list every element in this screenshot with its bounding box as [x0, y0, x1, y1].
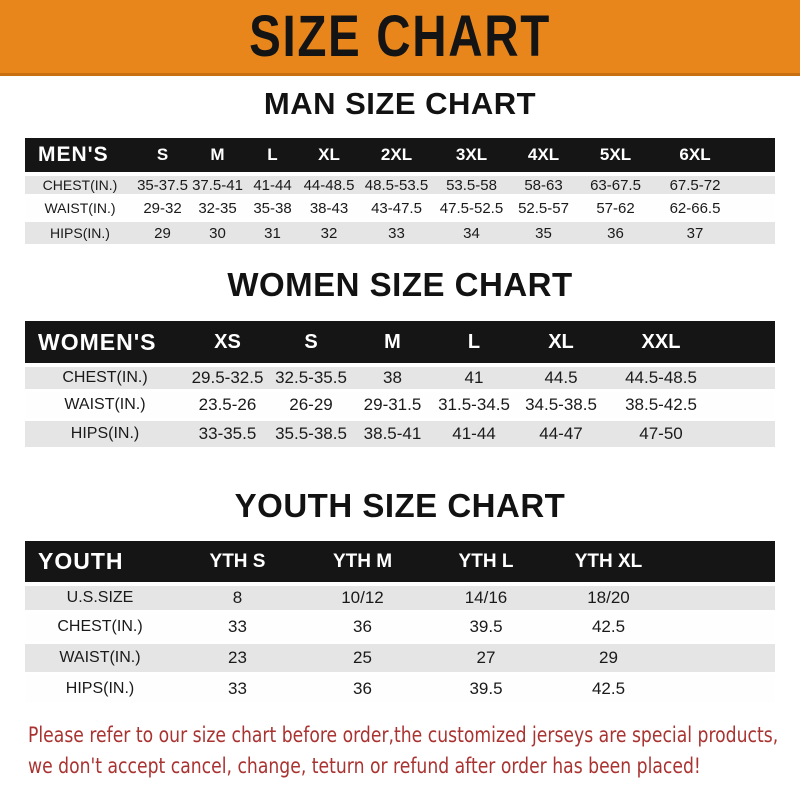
table-header-row: [25, 541, 775, 582]
row-spacer: [715, 363, 775, 392]
row-spacer: [738, 222, 775, 247]
size-value: 29: [547, 644, 670, 675]
row-label: CHEST(IN.): [25, 363, 185, 392]
size-value: 23: [175, 644, 300, 675]
table-row: [25, 421, 775, 450]
women-size-table: [25, 321, 775, 450]
size-value: 31: [245, 222, 300, 247]
size-value: 44.5-48.5: [607, 363, 715, 392]
size-value: 14/16: [425, 582, 547, 613]
row-label: WAIST(IN.): [25, 644, 175, 675]
column-header: YTH S: [175, 541, 300, 582]
size-value: 33: [358, 222, 435, 247]
column-header: M: [352, 321, 433, 363]
column-header: XXL: [607, 321, 715, 363]
size-value: 42.5: [547, 613, 670, 644]
table-row: [25, 644, 775, 675]
women-size-chart-section: [0, 265, 800, 450]
size-value: 25: [300, 644, 425, 675]
disclaimer-text: [0, 720, 800, 782]
row-label: CHEST(IN.): [25, 172, 135, 197]
size-value: 32.5-35.5: [270, 363, 352, 392]
size-value: 52.5-57: [508, 197, 579, 222]
column-header: 6XL: [652, 138, 738, 172]
header-spacer: [670, 541, 775, 582]
row-label: HIPS(IN.): [25, 421, 185, 450]
size-value: 47.5-52.5: [435, 197, 508, 222]
size-value: 41: [433, 363, 515, 392]
disclaimer-line-1: Please refer to our size chart before order,the customized jerseys are special products,: [28, 723, 779, 747]
size-value: 36: [300, 613, 425, 644]
youth-size-chart-section: [0, 486, 800, 706]
table-row: [25, 582, 775, 613]
table-title: MEN'S: [25, 138, 135, 172]
column-header: 3XL: [435, 138, 508, 172]
size-value: 63-67.5: [579, 172, 652, 197]
column-header: XL: [515, 321, 607, 363]
size-value: 23.5-26: [185, 392, 270, 421]
row-spacer: [670, 613, 775, 644]
row-spacer: [670, 675, 775, 706]
column-header: L: [245, 138, 300, 172]
row-spacer: [738, 172, 775, 197]
size-value: 44.5: [515, 363, 607, 392]
men-size-table: [25, 138, 775, 247]
size-value: 18/20: [547, 582, 670, 613]
size-value: 35.5-38.5: [270, 421, 352, 450]
row-spacer: [738, 197, 775, 222]
table-title: YOUTH: [25, 541, 175, 582]
size-value: 48.5-53.5: [358, 172, 435, 197]
column-header: 5XL: [579, 138, 652, 172]
size-value: 39.5: [425, 675, 547, 706]
size-value: 31.5-34.5: [433, 392, 515, 421]
size-value: 43-47.5: [358, 197, 435, 222]
size-value: 37: [652, 222, 738, 247]
row-spacer: [715, 421, 775, 450]
size-value: 38-43: [300, 197, 358, 222]
column-header: 2XL: [358, 138, 435, 172]
table-header-row: [25, 321, 775, 363]
size-value: 35-38: [245, 197, 300, 222]
table-row: [25, 222, 775, 247]
size-value: 35: [508, 222, 579, 247]
column-header: XS: [185, 321, 270, 363]
size-value: 34: [435, 222, 508, 247]
column-header: 4XL: [508, 138, 579, 172]
size-value: 44-48.5: [300, 172, 358, 197]
column-header: L: [433, 321, 515, 363]
table-row: [25, 197, 775, 222]
size-value: 58-63: [508, 172, 579, 197]
man-section-heading: MAN SIZE CHART: [263, 86, 537, 121]
youth-size-table: [25, 541, 775, 706]
size-value: 36: [579, 222, 652, 247]
size-value: 27: [425, 644, 547, 675]
column-header: S: [135, 138, 190, 172]
size-value: 10/12: [300, 582, 425, 613]
size-value: 41-44: [433, 421, 515, 450]
row-spacer: [670, 582, 775, 613]
disclaimer-line-2: we don't accept cancel, change, teturn or refund after order has been placed!: [28, 754, 701, 778]
size-value: 29-31.5: [352, 392, 433, 421]
size-value: 8: [175, 582, 300, 613]
column-header: YTH M: [300, 541, 425, 582]
row-label: HIPS(IN.): [25, 222, 135, 247]
size-value: 29-32: [135, 197, 190, 222]
size-value: 33: [175, 675, 300, 706]
size-value: 38: [352, 363, 433, 392]
header-spacer: [738, 138, 775, 172]
header-spacer: [715, 321, 775, 363]
size-value: 26-29: [270, 392, 352, 421]
size-value: 37.5-41: [190, 172, 245, 197]
size-value: 29: [135, 222, 190, 247]
table-row: [25, 363, 775, 392]
table-row: [25, 613, 775, 644]
table-row: [25, 172, 775, 197]
row-label: HIPS(IN.): [25, 675, 175, 706]
size-value: 62-66.5: [652, 197, 738, 222]
size-value: 44-47: [515, 421, 607, 450]
column-header: S: [270, 321, 352, 363]
size-value: 38.5-41: [352, 421, 433, 450]
size-chart-banner: [0, 0, 800, 76]
size-value: 33-35.5: [185, 421, 270, 450]
size-value: 67.5-72: [652, 172, 738, 197]
table-header-row: [25, 138, 775, 172]
size-value: 47-50: [607, 421, 715, 450]
row-spacer: [715, 392, 775, 421]
size-value: 30: [190, 222, 245, 247]
size-value: 32-35: [190, 197, 245, 222]
size-value: 53.5-58: [435, 172, 508, 197]
size-value: 34.5-38.5: [515, 392, 607, 421]
column-header: XL: [300, 138, 358, 172]
youth-section-heading: YOUTH SIZE CHART: [234, 487, 566, 524]
row-label: U.S.SIZE: [25, 582, 175, 613]
column-header: YTH L: [425, 541, 547, 582]
column-header: M: [190, 138, 245, 172]
women-section-heading: WOMEN SIZE CHART: [227, 266, 573, 303]
size-value: 33: [175, 613, 300, 644]
size-value: 29.5-32.5: [185, 363, 270, 392]
size-value: 57-62: [579, 197, 652, 222]
size-value: 38.5-42.5: [607, 392, 715, 421]
table-row: [25, 675, 775, 706]
row-label: WAIST(IN.): [25, 197, 135, 222]
column-header: YTH XL: [547, 541, 670, 582]
size-value: 42.5: [547, 675, 670, 706]
size-value: 41-44: [245, 172, 300, 197]
size-value: 36: [300, 675, 425, 706]
table-title: WOMEN'S: [25, 321, 185, 363]
banner-title: SIZE CHART: [249, 3, 551, 69]
size-value: 35-37.5: [135, 172, 190, 197]
table-row: [25, 392, 775, 421]
row-label: WAIST(IN.): [25, 392, 185, 421]
row-spacer: [670, 644, 775, 675]
size-value: 39.5: [425, 613, 547, 644]
man-size-chart-section: [0, 86, 800, 247]
size-value: 32: [300, 222, 358, 247]
row-label: CHEST(IN.): [25, 613, 175, 644]
